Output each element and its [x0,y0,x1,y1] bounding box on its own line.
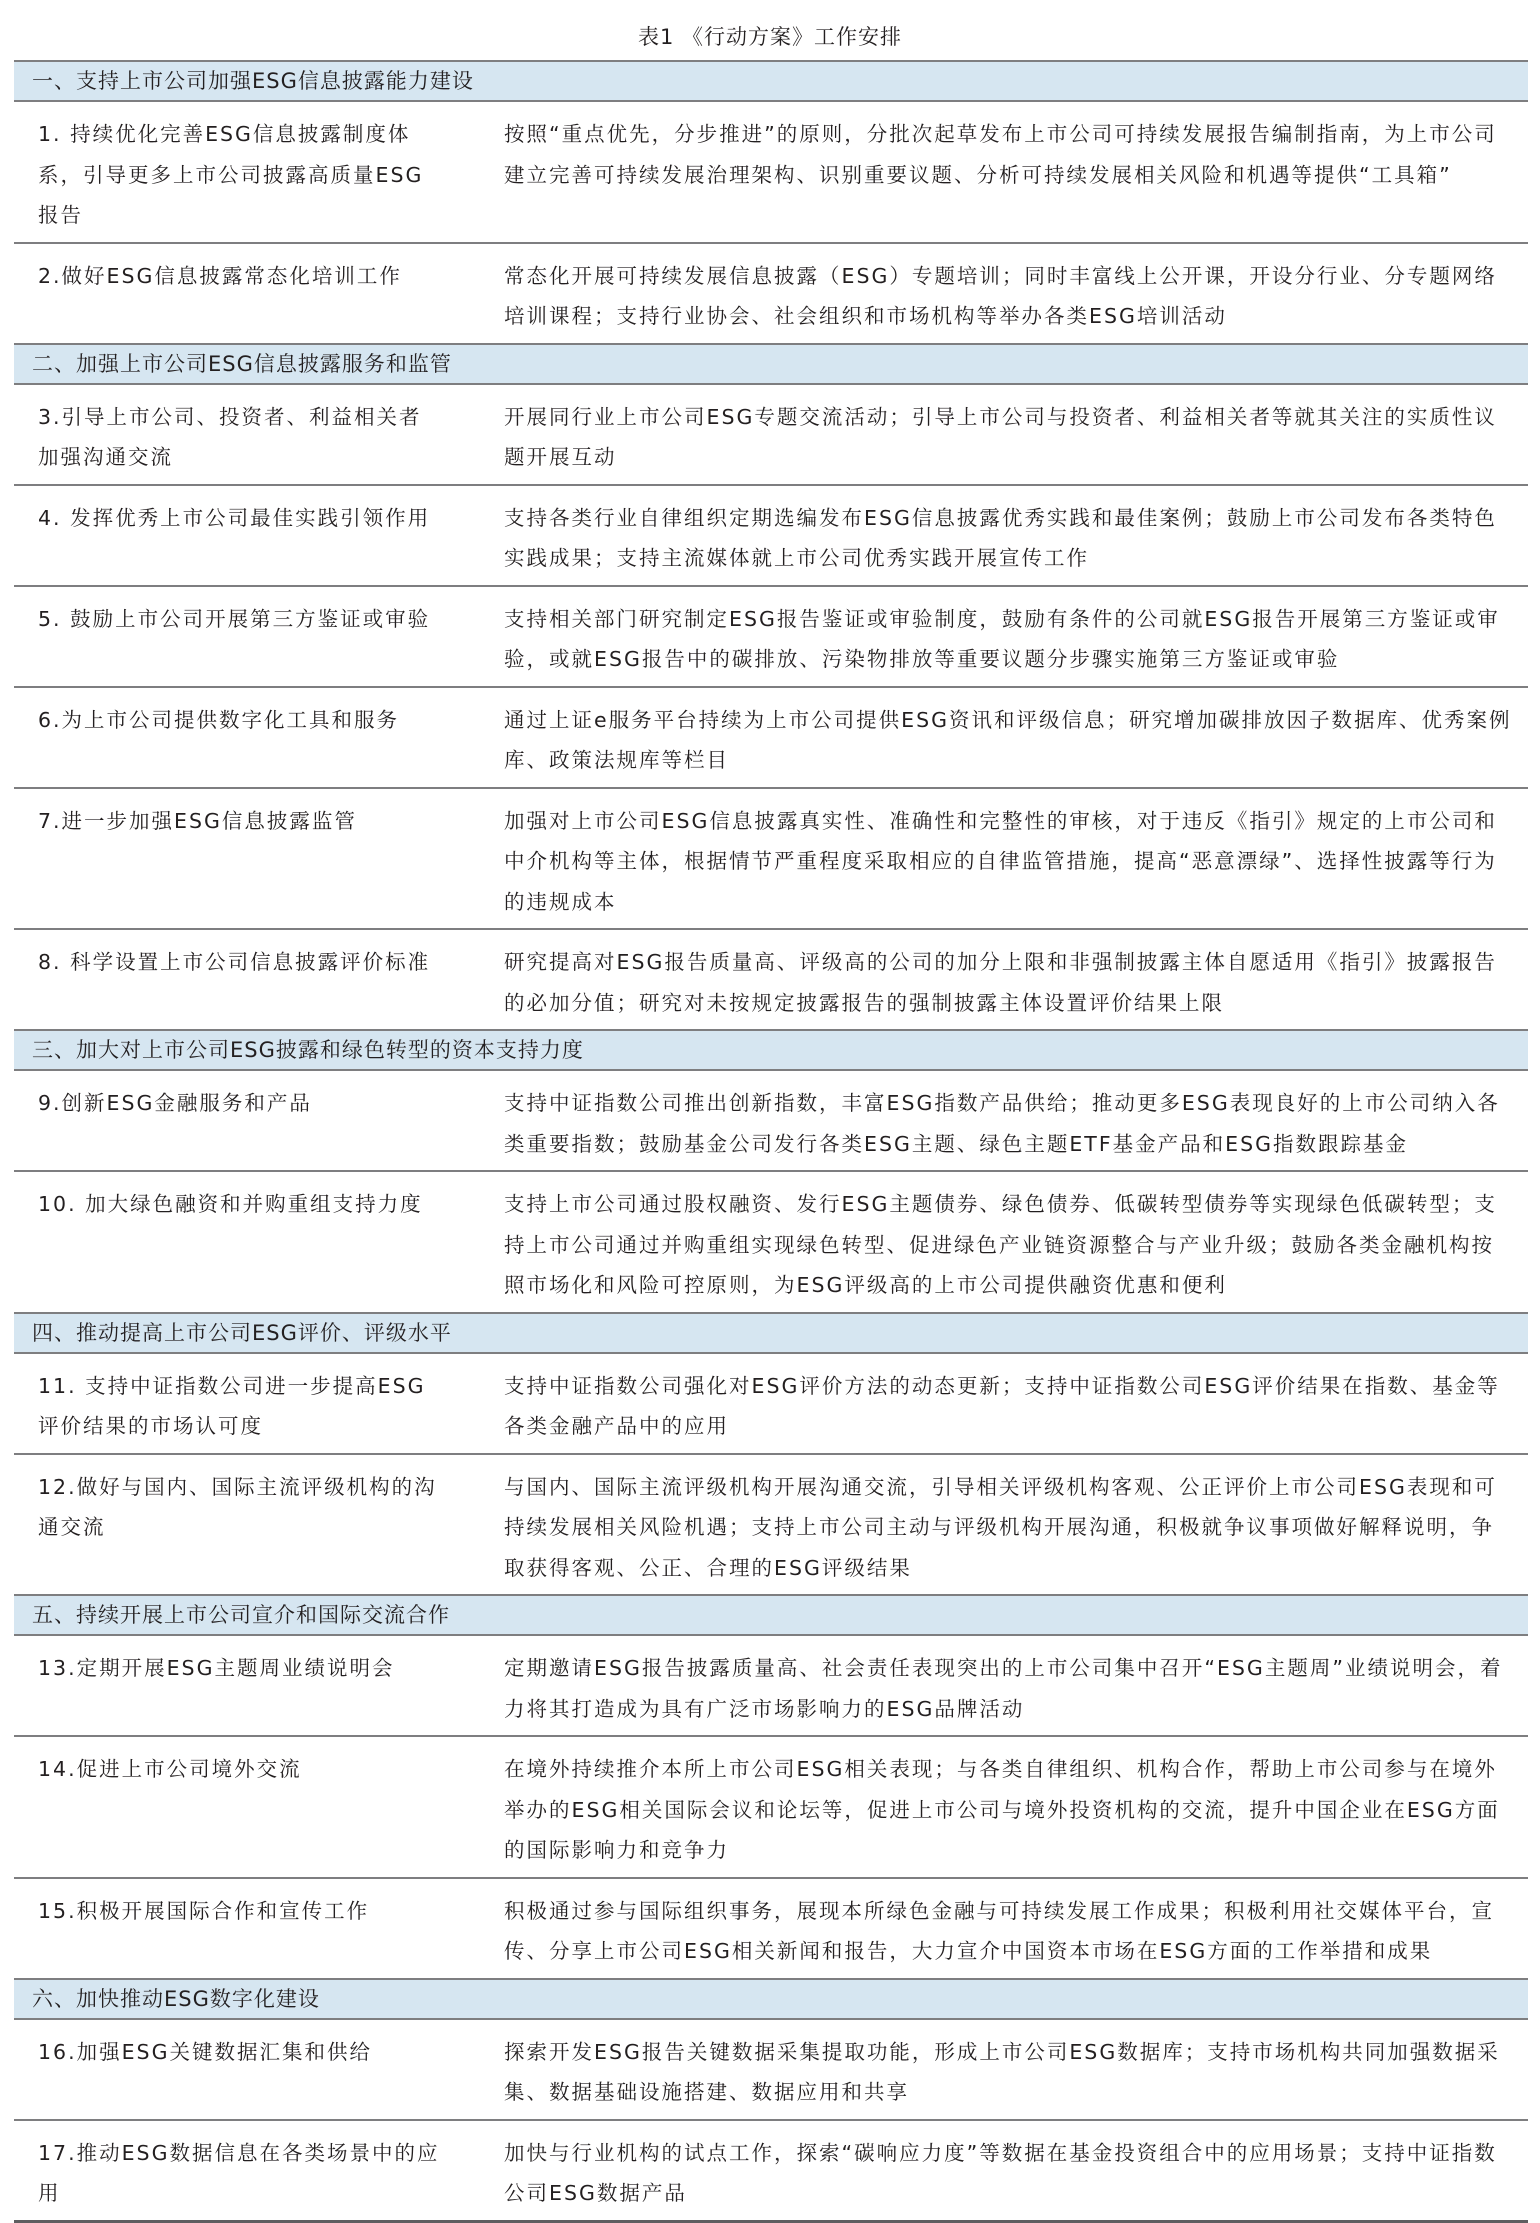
section-heading: 二、加强上市公司ESG信息披露服务和监管 [14,344,1528,384]
table-row [14,788,1528,930]
task-description: 积极通过参与国际组织事务，展现本所绿色金融与可持续发展工作成果；积极利用社交媒体平台，宣传、分享上市公司ESG相关新闻和报告，大力宣介中国资本市场在ESG方面的工作举措和成果 [484,1878,1528,1979]
section-heading: 一、支持上市公司加强ESG信息披露能力建设 [14,61,1528,101]
task-title: 17.推动ESG数据信息在各类场景中的应用 [14,2120,484,2222]
section-heading: 六、加快推动ESG数字化建设 [14,1979,1528,2019]
section-heading: 五、持续开展上市公司宣介和国际交流合作 [14,1595,1528,1635]
task-title: 1. 持续优化完善ESG信息披露制度体系，引导更多上市公司披露高质量ESG报告 [14,101,484,243]
table-row [14,243,1528,344]
table-row [14,1070,1528,1171]
section-header [14,1979,1528,2019]
task-description: 与国内、国际主流评级机构开展沟通交流，引导相关评级机构客观、公正评价上市公司ESG表现和可持续发展相关风险机遇；支持上市公司主动与评级机构开展沟通，积极就争议事项做好解释说明，争取获得客观、公正、合理的ESG评级结果 [484,1454,1528,1596]
task-title: 6.为上市公司提供数字化工具和服务 [14,687,484,788]
task-title: 3.引导上市公司、投资者、利益相关者加强沟通交流 [14,384,484,485]
table-row [14,586,1528,687]
table-row [14,687,1528,788]
task-title: 15.积极开展国际合作和宣传工作 [14,1878,484,1979]
task-description: 探索开发ESG报告关键数据采集提取功能，形成上市公司ESG数据库；支持市场机构共同加强数据采集、数据基础设施搭建、数据应用和共享 [484,2019,1528,2120]
table-row [14,1171,1528,1313]
task-description: 通过上证e服务平台持续为上市公司提供ESG资讯和评级信息；研究增加碳排放因子数据库、优秀案例库、政策法规库等栏目 [484,687,1528,788]
task-title: 8. 科学设置上市公司信息披露评价标准 [14,929,484,1030]
task-title: 13.定期开展ESG主题周业绩说明会 [14,1635,484,1736]
task-title: 11. 支持中证指数公司进一步提高ESG评价结果的市场认可度 [14,1353,484,1454]
task-title: 10. 加大绿色融资和并购重组支持力度 [14,1171,484,1313]
task-description: 支持上市公司通过股权融资、发行ESG主题债券、绿色债券、低碳转型债券等实现绿色低碳转型；支持上市公司通过并购重组实现绿色转型、促进绿色产业链资源整合与产业升级；鼓励各类金融机构按照市场化和风险可控原则，为ESG评级高的上市公司提供融资优惠和便利 [484,1171,1528,1313]
task-title: 14.促进上市公司境外交流 [14,1736,484,1878]
table-row [14,929,1528,1030]
section-heading: 三、加大对上市公司ESG披露和绿色转型的资本支持力度 [14,1030,1528,1070]
task-description: 定期邀请ESG报告披露质量高、社会责任表现突出的上市公司集中召开“ESG主题周”业绩说明会，着力将其打造成为具有广泛市场影响力的ESG品牌活动 [484,1635,1528,1736]
table-caption: 表1 《行动方案》工作安排 [637,25,903,49]
task-description: 支持中证指数公司强化对ESG评价方法的动态更新；支持中证指数公司ESG评价结果在指数、基金等各类金融产品中的应用 [484,1353,1528,1454]
task-title: 5. 鼓励上市公司开展第三方鉴证或审验 [14,586,484,687]
table-row [14,1736,1528,1878]
section-heading: 四、推动提高上市公司ESG评价、评级水平 [14,1313,1528,1353]
work-arrangement-table [14,60,1528,2223]
task-description: 支持相关部门研究制定ESG报告鉴证或审验制度，鼓励有条件的公司就ESG报告开展第三方鉴证或审验，或就ESG报告中的碳排放、污染物排放等重要议题分步骤实施第三方鉴证或审验 [484,586,1528,687]
task-title: 2.做好ESG信息披露常态化培训工作 [14,243,484,344]
task-description: 支持各类行业自律组织定期选编发布ESG信息披露优秀实践和最佳案例；鼓励上市公司发布各类特色实践成果；支持主流媒体就上市公司优秀实践开展宣传工作 [484,485,1528,586]
task-description: 研究提高对ESG报告质量高、评级高的公司的加分上限和非强制披露主体自愿适用《指引》披露报告的必加分值；研究对未按规定披露报告的强制披露主体设置评价结果上限 [484,929,1528,1030]
task-title: 12.做好与国内、国际主流评级机构的沟通交流 [14,1454,484,1596]
task-description: 按照“重点优先，分步推进”的原则，分批次起草发布上市公司可持续发展报告编制指南，为上市公司建立完善可持续发展治理架构、识别重要议题、分析可持续发展相关风险和机遇等提供“工具箱” [484,101,1528,243]
task-description: 加强对上市公司ESG信息披露真实性、准确性和完整性的审核，对于违反《指引》规定的上市公司和中介机构等主体，根据情节严重程度采取相应的自律监管措施，提高“恶意漂绿”、选择性披露等行为的违规成本 [484,788,1528,930]
table-row [14,1353,1528,1454]
section-header [14,344,1528,384]
table-row [14,1878,1528,1979]
task-title: 16.加强ESG关键数据汇集和供给 [14,2019,484,2120]
table-row [14,101,1528,243]
table-row [14,2120,1528,2222]
table-row [14,384,1528,485]
table-row [14,2019,1528,2120]
section-header [14,1313,1528,1353]
task-title: 9.创新ESG金融服务和产品 [14,1070,484,1171]
task-title: 7.进一步加强ESG信息披露监管 [14,788,484,930]
section-header [14,1030,1528,1070]
task-description: 支持中证指数公司推出创新指数，丰富ESG指数产品供给；推动更多ESG表现良好的上市公司纳入各类重要指数；鼓励基金公司发行各类ESG主题、绿色主题ETF基金产品和ESG指数跟踪基金 [484,1070,1528,1171]
task-title: 4. 发挥优秀上市公司最佳实践引领作用 [14,485,484,586]
section-header [14,1595,1528,1635]
table-row [14,1454,1528,1596]
section-header [14,61,1528,101]
table-row [14,1635,1528,1736]
task-description: 在境外持续推介本所上市公司ESG相关表现；与各类自律组织、机构合作，帮助上市公司参与在境外举办的ESG相关国际会议和论坛等，促进上市公司与境外投资机构的交流，提升中国企业在ESG方面的国际影响力和竞争力 [484,1736,1528,1878]
table-row [14,485,1528,586]
task-description: 常态化开展可持续发展信息披露（ESG）专题培训；同时丰富线上公开课，开设分行业、分专题网络培训课程；支持行业协会、社会组织和市场机构等举办各类ESG培训活动 [484,243,1528,344]
task-description: 加快与行业机构的试点工作，探索“碳响应力度”等数据在基金投资组合中的应用场景；支持中证指数公司ESG数据产品 [484,2120,1528,2222]
task-description: 开展同行业上市公司ESG专题交流活动；引导上市公司与投资者、利益相关者等就其关注的实质性议题开展互动 [484,384,1528,485]
